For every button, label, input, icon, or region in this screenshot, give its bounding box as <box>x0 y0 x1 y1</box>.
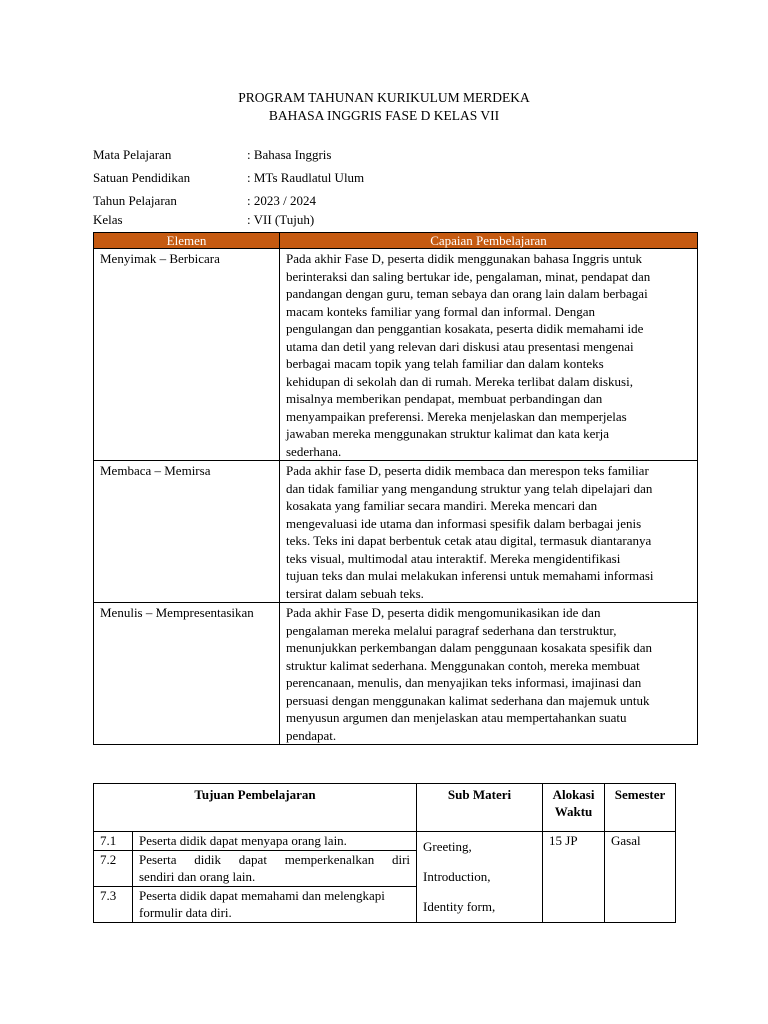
capaian-line: pendapat. <box>286 727 337 743</box>
header-alokasi-line2: Waktu <box>554 804 593 819</box>
tp-line: Peserta didik dapat memperkenalkan diri <box>139 851 411 867</box>
capaian-line: tersirat dalam sebuah teks. <box>286 585 424 601</box>
tp-line: Peserta didik dapat menyapa orang lain. <box>139 833 347 848</box>
tp-number: 7.2 <box>94 850 133 886</box>
capaian-line: mengevaluasi ide utama dan informasi spesifik dalam berbagai jenis <box>286 515 642 531</box>
elemen-cell: Menyimak – Berbicara <box>94 249 280 461</box>
capaian-line: menyusun argumen dan menjelaskan atau mempertahankan suatu <box>286 710 627 725</box>
sub-materi-item: Introduction, <box>423 869 491 884</box>
tp-description <box>133 850 417 886</box>
table-row <box>94 832 676 851</box>
capaian-line: jawaban mereka menggunakan struktur kalimat dan kata kerja <box>286 426 610 441</box>
header-semester: Semester <box>605 784 676 832</box>
header-sub-materi: Sub Materi <box>417 784 543 832</box>
capaian-line: kosakata yang familiar secara mandiri. Mereka mencari dan <box>286 498 598 513</box>
header-alokasi <box>543 784 605 832</box>
capaian-cell <box>280 461 698 603</box>
tujuan-pembelajaran-table <box>93 783 676 923</box>
sub-materi-item: Greeting, <box>423 839 472 854</box>
capaian-line: struktur kalimat sederhana. Menggunakan contoh, mereka membuat <box>286 657 640 673</box>
capaian-line: pengulangan dan penggantian kosakata, peserta didik memahami ide <box>286 321 644 336</box>
table-row <box>94 461 698 603</box>
capaian-line: berbagai macam topik yang telah familiar dan dalam konteks <box>286 356 604 371</box>
alokasi-cell: 15 JP <box>543 832 605 923</box>
header-tujuan: Tujuan Pembelajaran <box>94 784 417 832</box>
capaian-line: persuasi dengan menggunakan kalimat sederhana dan majemuk untuk <box>286 692 650 708</box>
table-row <box>94 249 698 461</box>
capaian-line: Pada akhir Fase D, peserta didik menggunakan bahasa Inggris untuk <box>286 251 642 266</box>
capaian-pembelajaran-table <box>93 232 698 745</box>
table-row <box>94 603 698 745</box>
info-label: Tahun Pelajaran <box>93 193 177 208</box>
info-label: Satuan Pendidikan <box>93 170 191 185</box>
sub-materi-cell <box>417 832 543 923</box>
sub-materi-item: Identity form, <box>423 899 496 914</box>
capaian-line: teks. Teks ini dapat berbentuk cetak atau digital, termasuk diantaranya <box>286 533 652 548</box>
elemen-cell: Membaca – Memirsa <box>94 461 280 603</box>
capaian-line: menyampaikan preferensi. Mereka menjelaskan dan memperjelas <box>286 408 627 424</box>
document-title: PROGRAM TAHUNAN KURIKULUM MERDEKA <box>238 90 530 105</box>
capaian-line: sederhana. <box>286 443 342 459</box>
header-capaian: Capaian Pembelajaran <box>280 233 698 249</box>
tp-line: formulir data diri. <box>139 904 232 920</box>
capaian-line: utama dan detil yang relevan dari diskusi atau presentasi mengenai <box>286 338 634 354</box>
tp-number: 7.1 <box>94 832 133 851</box>
info-label: Kelas <box>93 212 123 227</box>
semester-cell: Gasal <box>605 832 676 923</box>
capaian-cell <box>280 249 698 461</box>
info-value: : VII (Tujuh) <box>247 212 315 227</box>
tp-description <box>133 832 417 851</box>
tp-description <box>133 886 417 922</box>
header-elemen: Elemen <box>94 233 280 249</box>
elemen-cell: Menulis – Mempresentasikan <box>94 603 280 745</box>
capaian-line: berinteraksi dan saling bertukar ide, pengalaman, minat, pendapat dan <box>286 268 651 284</box>
capaian-line: tujuan teks dan mulai melakukan inferensi untuk memahami informasi <box>286 568 654 583</box>
capaian-line: Pada akhir fase D, peserta didik membaca dan merespon teks familiar <box>286 463 649 478</box>
info-value: : MTs Raudlatul Ulum <box>247 170 365 185</box>
capaian-line: pengalaman mereka melalui paragraf sederhana dan terstruktur, <box>286 622 617 638</box>
capaian-line: perencanaan, menulis, dan menyajikan teks informasi, imajinasi dan <box>286 675 642 690</box>
info-label: Mata Pelajaran <box>93 147 172 162</box>
capaian-line: menunjukkan perkembangan dalam penggunaan kosakata spesifik dan <box>286 640 653 655</box>
info-value: : Bahasa Inggris <box>247 147 332 162</box>
document-subtitle: BAHASA INGGRIS FASE D KELAS VII <box>268 108 500 123</box>
capaian-line: pandangan dengan guru, teman sebaya dan orang lain dalam berbagai <box>286 286 648 301</box>
capaian-line: macam konteks familiar yang formal dan informal. Dengan <box>286 303 596 319</box>
table-header-row <box>94 233 698 249</box>
capaian-line: dan tidak familiar yang mengandung struktur yang telah dipelajari dan <box>286 480 653 496</box>
capaian-line: misalnya memberikan pendapat, membuat perbandingan dan <box>286 391 603 406</box>
capaian-line: Pada akhir Fase D, peserta didik mengomunikasikan ide dan <box>286 605 601 620</box>
table-header-row <box>94 784 676 832</box>
info-value: : 2023 / 2024 <box>247 193 316 208</box>
capaian-cell <box>280 603 698 745</box>
tp-number: 7.3 <box>94 886 133 922</box>
tp-line: Peserta didik dapat memahami dan melengkapi <box>139 887 385 903</box>
capaian-line: teks visual, multimodal atau interaktif. Mereka mengidentifikasi <box>286 550 621 566</box>
tp-line: sendiri dan orang lain. <box>139 868 256 884</box>
capaian-line: kehidupan di sekolah dan di rumah. Mereka terlibat dalam diskusi, <box>286 373 633 389</box>
header-alokasi-line1: Alokasi <box>552 787 595 802</box>
